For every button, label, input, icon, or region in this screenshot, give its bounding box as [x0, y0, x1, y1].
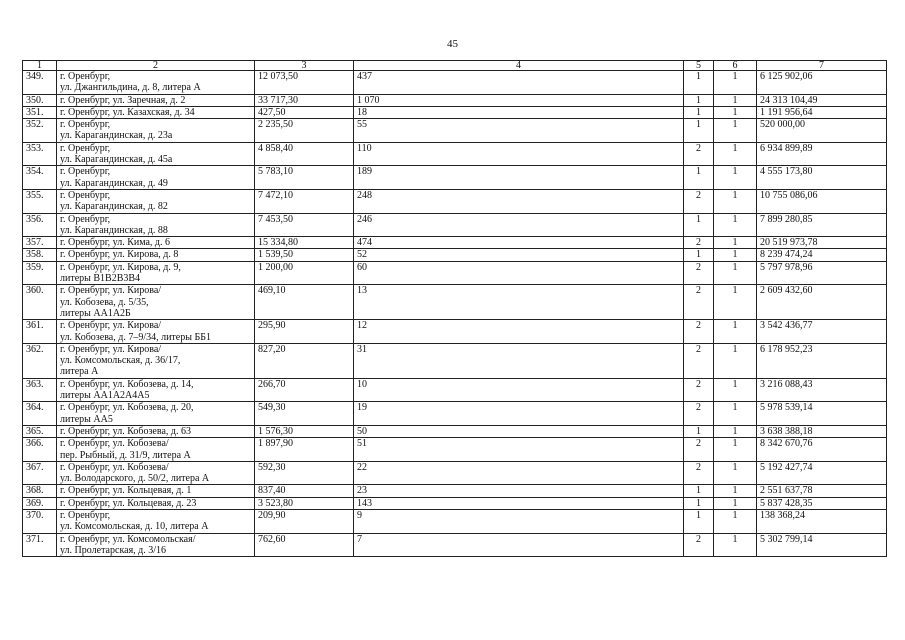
table-row: [23, 438, 887, 462]
table-body: [23, 71, 887, 557]
area: 1 539,50: [255, 249, 354, 261]
cost: 20 519 973,78: [757, 237, 887, 249]
residents: 55: [354, 119, 684, 143]
address-line: ул. Карагандинская, д. 82: [60, 201, 168, 213]
value-col6: 1: [714, 71, 757, 95]
cost: 3 542 436,77: [757, 320, 887, 344]
value-col5: 1: [684, 497, 714, 509]
residents: 22: [354, 461, 684, 485]
address-line: г. Оренбург, ул. Кирова, д. 9,: [60, 261, 181, 273]
residents: 60: [354, 261, 684, 285]
row-number: 368.: [23, 485, 57, 497]
address: [57, 438, 255, 462]
row-number: 356.: [23, 213, 57, 237]
residents: 1 070: [354, 94, 684, 106]
header-row: [23, 61, 887, 71]
cost: 5 797 978,96: [757, 261, 887, 285]
address-line: г. Оренбург, ул. Кобозева, д. 20,: [60, 402, 194, 414]
address-line: г. Оренбург,: [60, 119, 111, 131]
value-col5: 1: [684, 119, 714, 143]
value-col5: 1: [684, 485, 714, 497]
address: [57, 343, 255, 378]
value-col6: 1: [714, 438, 757, 462]
value-col5: 2: [684, 461, 714, 485]
address: [57, 213, 255, 237]
value-col6: 1: [714, 213, 757, 237]
address: [57, 261, 255, 285]
cost: 2 551 637,78: [757, 485, 887, 497]
address-line: пер. Рыбный, д. 31/9, литера А: [60, 449, 191, 461]
value-col6: 1: [714, 320, 757, 344]
address-line: г. Оренбург, ул. Кирова/: [60, 285, 162, 297]
residents: 246: [354, 213, 684, 237]
address: [57, 142, 255, 166]
residents: 474: [354, 237, 684, 249]
value-col6: 1: [714, 461, 757, 485]
table-row: [23, 497, 887, 509]
cost: 10 755 086,06: [757, 189, 887, 213]
address: [57, 461, 255, 485]
row-number: 359.: [23, 261, 57, 285]
area: 2 235,50: [255, 119, 354, 143]
residents: 143: [354, 497, 684, 509]
residents: 7: [354, 533, 684, 557]
value-col5: 2: [684, 261, 714, 285]
address: [57, 189, 255, 213]
address-line: г. Оренбург, ул. Кольцевая, д. 23: [60, 497, 197, 509]
registry-table: [22, 60, 887, 557]
address-line: литера А: [60, 366, 99, 378]
address-line: г. Оренбург, ул. Кирова, д. 8: [60, 249, 179, 261]
value-col6: 1: [714, 285, 757, 320]
table-row: [23, 71, 887, 95]
area: 827,20: [255, 343, 354, 378]
table-row: [23, 378, 887, 402]
value-col6: 1: [714, 343, 757, 378]
address-line: ул. Карагандинская, д. 45а: [60, 154, 173, 166]
address-line: г. Оренбург, ул. Кобозева, д. 14,: [60, 378, 194, 390]
address-line: г. Оренбург,: [60, 509, 111, 521]
table-header: [23, 61, 887, 71]
area: 4 858,40: [255, 142, 354, 166]
address: [57, 425, 255, 437]
address-line: ул. Карагандинская, д. 23а: [60, 130, 173, 142]
row-number: 366.: [23, 438, 57, 462]
area: 266,70: [255, 378, 354, 402]
cost: 24 313 104,49: [757, 94, 887, 106]
address-line: г. Оренбург, ул. Заречная, д. 2: [60, 94, 186, 106]
row-number: 362.: [23, 343, 57, 378]
table-row: [23, 106, 887, 118]
value-col5: 2: [684, 402, 714, 426]
value-col5: 2: [684, 189, 714, 213]
cost: 6 934 899,89: [757, 142, 887, 166]
residents: 50: [354, 425, 684, 437]
area: 5 783,10: [255, 166, 354, 190]
area: 1 897,90: [255, 438, 354, 462]
residents: 189: [354, 166, 684, 190]
table-row: [23, 142, 887, 166]
table-row: [23, 166, 887, 190]
address-line: ул. Кобозева, д. 7–9/34, литеры ББ1: [60, 331, 211, 343]
address: [57, 106, 255, 118]
address: [57, 119, 255, 143]
residents: 19: [354, 402, 684, 426]
address-line: г. Оренбург, ул. Кобозева/: [60, 461, 169, 473]
value-col6: 1: [714, 533, 757, 557]
value-col5: 2: [684, 343, 714, 378]
residents: 13: [354, 285, 684, 320]
table-row: [23, 285, 887, 320]
row-number: 370.: [23, 509, 57, 533]
residents: 31: [354, 343, 684, 378]
value-col5: 2: [684, 378, 714, 402]
cost: 138 368,24: [757, 509, 887, 533]
address-line: литеры АА5: [60, 413, 113, 425]
area: 209,90: [255, 509, 354, 533]
area: 7 472,10: [255, 189, 354, 213]
value-col5: 2: [684, 237, 714, 249]
area: 469,10: [255, 285, 354, 320]
address-line: г. Оренбург, ул. Кобозева, д. 63: [60, 425, 191, 437]
address-line: г. Оренбург, ул. Кольцевая, д. 1: [60, 485, 192, 497]
address: [57, 285, 255, 320]
row-number: 358.: [23, 249, 57, 261]
table-row: [23, 261, 887, 285]
value-col6: 1: [714, 249, 757, 261]
value-col5: 1: [684, 425, 714, 437]
value-col6: 1: [714, 402, 757, 426]
address-line: г. Оренбург, ул. Кирова/: [60, 343, 162, 355]
address-line: г. Оренбург, ул. Казахская, д. 34: [60, 106, 195, 118]
area: 1 576,30: [255, 425, 354, 437]
area: 15 334,80: [255, 237, 354, 249]
address-line: ул. Кобозева, д. 5/35,: [60, 296, 149, 308]
table-row: [23, 461, 887, 485]
cost: 2 609 432,60: [757, 285, 887, 320]
row-number: 363.: [23, 378, 57, 402]
column-header-7: 7: [757, 61, 887, 71]
residents: 9: [354, 509, 684, 533]
row-number: 364.: [23, 402, 57, 426]
area: 295,90: [255, 320, 354, 344]
row-number: 352.: [23, 119, 57, 143]
table-row: [23, 249, 887, 261]
area: 12 073,50: [255, 71, 354, 95]
area: 3 523,80: [255, 497, 354, 509]
address-line: ул. Володарского, д. 50/2, литера А: [60, 473, 210, 485]
address-line: г. Оренбург,: [60, 213, 111, 225]
address-line: литеры В1В2В3В4: [60, 273, 141, 285]
address-line: ул. Карагандинская, д. 88: [60, 224, 168, 236]
row-number: 365.: [23, 425, 57, 437]
value-col6: 1: [714, 485, 757, 497]
value-col6: 1: [714, 119, 757, 143]
value-col6: 1: [714, 261, 757, 285]
value-col5: 1: [684, 106, 714, 118]
area: 427,50: [255, 106, 354, 118]
address-line: ул. Комсомольская, д. 36/17,: [60, 355, 181, 367]
cost: 1 191 956,64: [757, 106, 887, 118]
value-col6: 1: [714, 106, 757, 118]
value-col5: 2: [684, 438, 714, 462]
value-col5: 2: [684, 285, 714, 320]
address: [57, 71, 255, 95]
cost: 6 125 902,06: [757, 71, 887, 95]
value-col6: 1: [714, 378, 757, 402]
address: [57, 378, 255, 402]
table-row: [23, 533, 887, 557]
column-header-6: 6: [714, 61, 757, 71]
table-row: [23, 237, 887, 249]
cost: 8 239 474,24: [757, 249, 887, 261]
area: 549,30: [255, 402, 354, 426]
value-col6: 1: [714, 142, 757, 166]
cost: 3 638 388,18: [757, 425, 887, 437]
cost: 5 978 539,14: [757, 402, 887, 426]
cost: 7 899 280,85: [757, 213, 887, 237]
column-header-5: 5: [684, 61, 714, 71]
row-number: 350.: [23, 94, 57, 106]
address-line: г. Оренбург,: [60, 189, 111, 201]
value-col5: 1: [684, 249, 714, 261]
residents: 437: [354, 71, 684, 95]
value-col6: 1: [714, 497, 757, 509]
value-col5: 1: [684, 213, 714, 237]
residents: 248: [354, 189, 684, 213]
table-row: [23, 509, 887, 533]
address-line: литеры АА1А2Б: [60, 307, 131, 319]
area: 837,40: [255, 485, 354, 497]
value-col5: 2: [684, 320, 714, 344]
cost: 5 837 428,35: [757, 497, 887, 509]
address-line: литеры АА1А2А4А5: [60, 390, 150, 402]
table-row: [23, 189, 887, 213]
page-number: 45: [447, 38, 458, 50]
row-number: 354.: [23, 166, 57, 190]
area: 762,60: [255, 533, 354, 557]
address: [57, 94, 255, 106]
address: [57, 402, 255, 426]
address-line: ул. Пролетарская, д. 3/16: [60, 544, 167, 556]
residents: 10: [354, 378, 684, 402]
residents: 23: [354, 485, 684, 497]
address-line: г. Оренбург,: [60, 71, 111, 82]
value-col6: 1: [714, 189, 757, 213]
table-row: [23, 94, 887, 106]
address-line: г. Оренбург, ул. Кирова/: [60, 320, 162, 332]
row-number: 349.: [23, 71, 57, 95]
address-line: г. Оренбург, ул. Кобозева/: [60, 438, 169, 450]
row-number: 369.: [23, 497, 57, 509]
value-col6: 1: [714, 425, 757, 437]
address-line: ул. Джангильдина, д. 8, литера А: [60, 82, 201, 94]
row-number: 355.: [23, 189, 57, 213]
cost: 6 178 952,23: [757, 343, 887, 378]
cost: 8 342 670,76: [757, 438, 887, 462]
residents: 51: [354, 438, 684, 462]
address: [57, 509, 255, 533]
column-header-3: 3: [255, 61, 354, 71]
cost: 5 192 427,74: [757, 461, 887, 485]
value-col5: 1: [684, 509, 714, 533]
value-col5: 2: [684, 142, 714, 166]
column-header-2: 2: [57, 61, 255, 71]
residents: 110: [354, 142, 684, 166]
value-col6: 1: [714, 509, 757, 533]
value-col5: 1: [684, 71, 714, 95]
area: 592,30: [255, 461, 354, 485]
residents: 12: [354, 320, 684, 344]
row-number: 357.: [23, 237, 57, 249]
address: [57, 485, 255, 497]
address: [57, 166, 255, 190]
table-row: [23, 485, 887, 497]
row-number: 351.: [23, 106, 57, 118]
value-col5: 2: [684, 533, 714, 557]
table-row: [23, 343, 887, 378]
row-number: 360.: [23, 285, 57, 320]
column-header-1: 1: [23, 61, 57, 71]
cost: 4 555 173,80: [757, 166, 887, 190]
address-line: ул. Карагандинская, д. 49: [60, 177, 168, 189]
area: 7 453,50: [255, 213, 354, 237]
residents: 52: [354, 249, 684, 261]
address: [57, 237, 255, 249]
residents: 18: [354, 106, 684, 118]
row-number: 371.: [23, 533, 57, 557]
address-line: г. Оренбург, ул. Кима, д. 6: [60, 237, 171, 249]
value-col6: 1: [714, 166, 757, 190]
column-header-4: 4: [354, 61, 684, 71]
table-row: [23, 119, 887, 143]
address-line: г. Оренбург,: [60, 142, 111, 154]
address: [57, 320, 255, 344]
value-col5: 1: [684, 94, 714, 106]
row-number: 367.: [23, 461, 57, 485]
row-number: 361.: [23, 320, 57, 344]
address-line: г. Оренбург, ул. Комсомольская/: [60, 533, 196, 545]
address: [57, 249, 255, 261]
cost: 5 302 799,14: [757, 533, 887, 557]
address: [57, 497, 255, 509]
table-row: [23, 320, 887, 344]
value-col5: 1: [684, 166, 714, 190]
cost: 520 000,00: [757, 119, 887, 143]
table-row: [23, 213, 887, 237]
cost: 3 216 088,43: [757, 378, 887, 402]
value-col6: 1: [714, 94, 757, 106]
table-row: [23, 425, 887, 437]
row-number: 353.: [23, 142, 57, 166]
area: 1 200,00: [255, 261, 354, 285]
address-line: ул. Комсомольская, д. 10, литера А: [60, 521, 209, 533]
value-col6: 1: [714, 237, 757, 249]
address-line: г. Оренбург,: [60, 166, 111, 178]
table-row: [23, 402, 887, 426]
address: [57, 533, 255, 557]
area: 33 717,30: [255, 94, 354, 106]
